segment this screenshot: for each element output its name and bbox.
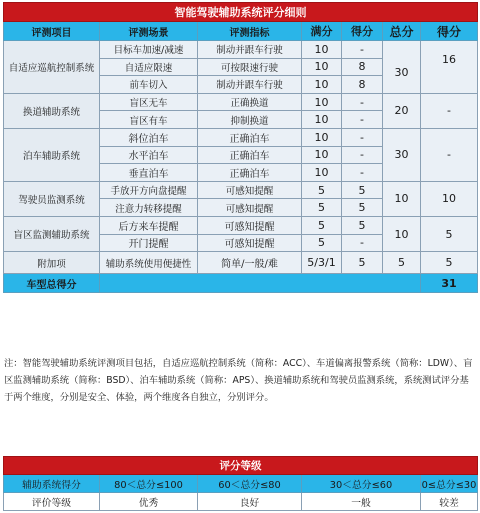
grading-score-label: 辅助系统得分 — [4, 475, 100, 493]
scenario-cell: 前车切入 — [100, 76, 198, 94]
score-cell: - — [342, 111, 383, 129]
indicator-cell: 可按限速行驶 — [198, 58, 302, 76]
extra-total: 5 — [383, 252, 421, 274]
header-indicator: 评测指标 — [198, 22, 302, 41]
score-cell: 5 — [342, 181, 383, 199]
indicator-cell: 可感知提醒 — [198, 216, 302, 234]
group-name: 驾驶员监测系统 — [4, 181, 100, 216]
grading-range: 30＜总分≤60 — [302, 475, 421, 493]
full-cell: 5 — [302, 181, 342, 199]
table-row — [4, 216, 478, 234]
table-row — [4, 128, 478, 146]
header-total: 总分 — [383, 22, 421, 41]
table-row — [4, 181, 478, 199]
extra-indicator: 简单/一般/难 — [198, 252, 302, 274]
group-name: 泊车辅助系统 — [4, 128, 100, 181]
score-cell: - — [342, 234, 383, 252]
table-row — [4, 475, 478, 493]
scenario-cell: 注意力转移提醒 — [100, 199, 198, 217]
full-cell: 5 — [302, 199, 342, 217]
group-total: 30 — [383, 128, 421, 181]
grading-title: 评分等级 — [4, 457, 478, 475]
indicator-cell: 正确泊车 — [198, 128, 302, 146]
full-cell: 10 — [302, 93, 342, 111]
group-total: 30 — [383, 41, 421, 94]
grading-range: 80＜总分≤100 — [100, 475, 198, 493]
total-label: 车型总得分 — [4, 274, 100, 293]
header-full: 满分 — [302, 22, 342, 41]
table-row — [4, 93, 478, 111]
scenario-cell: 盲区有车 — [100, 111, 198, 129]
table-row — [4, 493, 478, 511]
indicator-cell: 抑制换道 — [198, 111, 302, 129]
extra-final: 5 — [421, 252, 478, 274]
indicator-cell: 正确泊车 — [198, 164, 302, 182]
grading-range: 0≤总分≤30 — [421, 475, 478, 493]
group-final: - — [421, 128, 478, 181]
indicator-cell: 可感知提醒 — [198, 181, 302, 199]
indicator-cell: 制动并跟车行驶 — [198, 41, 302, 59]
grading-level: 优秀 — [100, 493, 198, 511]
header-score: 得分 — [342, 22, 383, 41]
grading-level: 良好 — [198, 493, 302, 511]
grading-level-label: 评价等级 — [4, 493, 100, 511]
total-spacer — [100, 274, 421, 293]
total-value: 31 — [421, 274, 478, 293]
full-cell: 10 — [302, 58, 342, 76]
group-final: 16 — [421, 41, 478, 94]
score-cell: - — [342, 41, 383, 59]
grading-table — [3, 456, 478, 511]
scenario-cell: 斜位泊车 — [100, 128, 198, 146]
full-cell: 10 — [302, 146, 342, 164]
grading-range: 60＜总分≤80 — [198, 475, 302, 493]
group-final: 10 — [421, 181, 478, 216]
group-name: 盲区监测辅助系统 — [4, 216, 100, 251]
indicator-cell: 制动并跟车行驶 — [198, 76, 302, 94]
header-item: 评测项目 — [4, 22, 100, 41]
indicator-cell: 正确泊车 — [198, 146, 302, 164]
grading-level: 一般 — [302, 493, 421, 511]
score-detail-table — [3, 2, 478, 293]
scenario-cell: 水平泊车 — [100, 146, 198, 164]
group-final: 5 — [421, 216, 478, 251]
extra-scenario: 辅助系统使用便捷性 — [100, 252, 198, 274]
scenario-cell: 垂直泊车 — [100, 164, 198, 182]
score-cell: 8 — [342, 76, 383, 94]
group-final: - — [421, 93, 478, 128]
group-total: 20 — [383, 93, 421, 128]
full-cell: 10 — [302, 111, 342, 129]
score-cell: 5 — [342, 216, 383, 234]
indicator-cell: 可感知提醒 — [198, 234, 302, 252]
extra-score: 5 — [342, 252, 383, 274]
score-cell: - — [342, 93, 383, 111]
full-cell: 5 — [302, 216, 342, 234]
scenario-cell: 开门提醒 — [100, 234, 198, 252]
grading-level: 较差 — [421, 493, 478, 511]
full-cell: 10 — [302, 41, 342, 59]
full-cell: 10 — [302, 164, 342, 182]
header-scenario: 评测场景 — [100, 22, 198, 41]
scenario-cell: 手放开方向盘提醒 — [100, 181, 198, 199]
score-cell: - — [342, 164, 383, 182]
full-cell: 5 — [302, 234, 342, 252]
group-total: 10 — [383, 216, 421, 251]
scenario-cell: 目标车加速/减速 — [100, 41, 198, 59]
table-row — [4, 41, 478, 59]
scenario-cell: 后方来车提醒 — [100, 216, 198, 234]
footnote: 注：智能驾驶辅助系统评测项目包括，自适应巡航控制系统（简称：ACC）、车道偏离报警系统（简称：LDW）、盲区监测辅助系统（简称：BSD）、泊车辅助系统（简称：APS）、换道辅助系统和驾驶员监测系统，系统测试评分基于两个维度，分别是安全、体验，两个维度各自独立，分别评分。 — [4, 358, 473, 403]
scenario-cell: 盲区无车 — [100, 93, 198, 111]
table-title: 智能驾驶辅助系统评分细则 — [4, 3, 478, 22]
header-final-score: 得分 — [421, 22, 478, 41]
score-cell: 8 — [342, 58, 383, 76]
table-row — [4, 252, 478, 274]
extra-name: 附加项 — [4, 252, 100, 274]
extra-full: 5/3/1 — [302, 252, 342, 274]
score-cell: - — [342, 128, 383, 146]
group-name: 自适应巡航控制系统 — [4, 41, 100, 94]
total-row — [4, 274, 478, 293]
indicator-cell: 可感知提醒 — [198, 199, 302, 217]
group-total: 10 — [383, 181, 421, 216]
full-cell: 10 — [302, 76, 342, 94]
score-cell: 5 — [342, 199, 383, 217]
full-cell: 10 — [302, 128, 342, 146]
score-cell: - — [342, 146, 383, 164]
scenario-cell: 自适应限速 — [100, 58, 198, 76]
indicator-cell: 正确换道 — [198, 93, 302, 111]
group-name: 换道辅助系统 — [4, 93, 100, 128]
